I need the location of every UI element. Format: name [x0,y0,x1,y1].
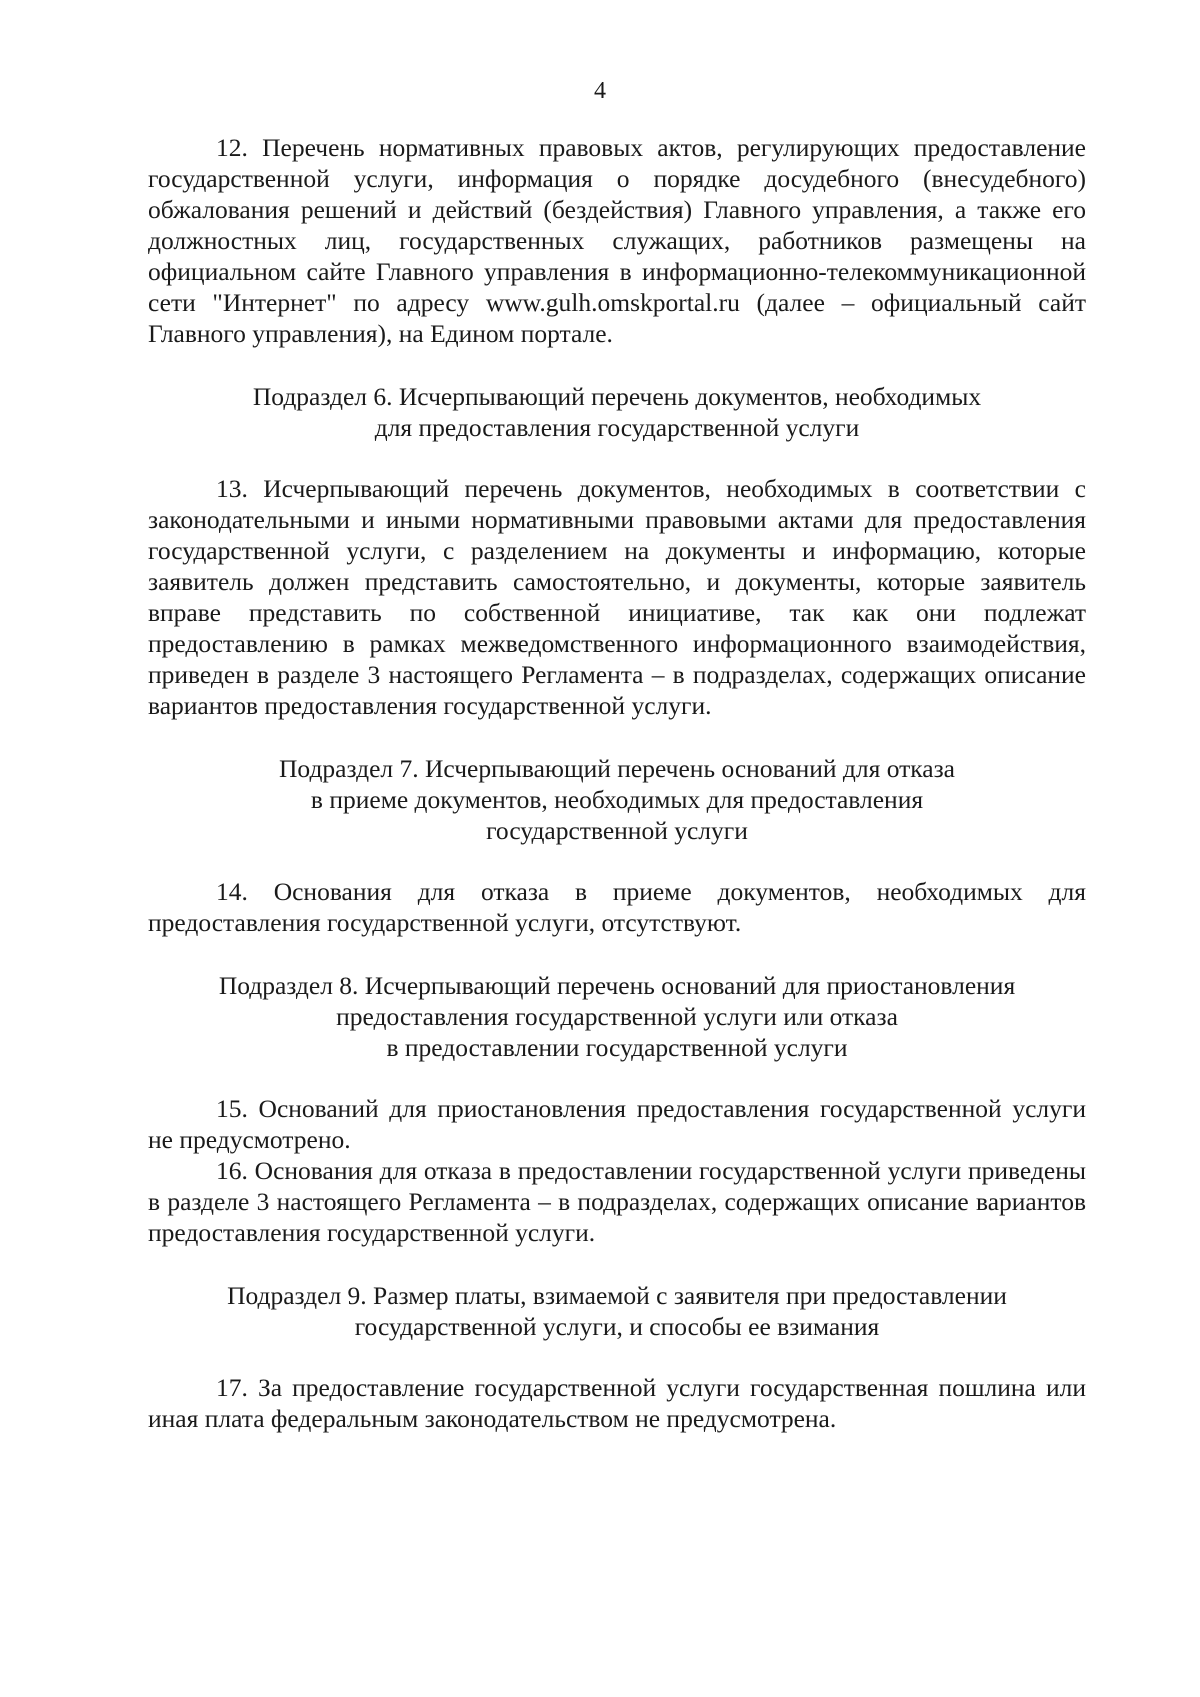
paragraph-17: 17. За предоставление государственной услуги государственная пошлина или иная плата федеральным законодательством не предусмотрена. [148,1373,1086,1433]
subsection-8-heading [148,970,1086,1063]
spacer [148,1248,1086,1280]
paragraph-12: 12. Перечень нормативных правовых актов, регулирующих предоставление государственной услуги, информация о порядке досудебного (внесудебного) обжалования решений и действий (бездействия) Главного управления, а также его должностных лиц, государственных служащих, работников размещены на официальном сайте Главного управления в информационно-телекоммуникационной сети "Интернет" по адресу www.gulh.omskportal.ru (далее – официальный сайт Главного управления), на Едином портале. [148,133,1086,348]
page-number: 4 [594,78,606,104]
spacer [148,1342,1086,1372]
heading-line: в предоставлении государственной услуги [386,1033,848,1062]
heading-line: Подраздел 6. Исчерпывающий перечень документов, необходимых [252,382,982,411]
spacer [148,349,1086,381]
heading-line: предоставления государственной услуги или отказа [336,1002,898,1031]
subsection-7-heading [148,753,1086,846]
spacer [148,721,1086,753]
heading-line: Подраздел 7. Исчерпывающий перечень оснований для отказа [279,754,955,783]
spacer [148,938,1086,970]
paragraph-15: 15. Оснований для приостановления предоставления государственной услуги не предусмотрено. [148,1094,1086,1154]
heading-line: государственной услуги [486,816,748,845]
paragraph-16: 16. Основания для отказа в предоставлении государственной услуги приведены в разделе 3 настоящего Регламента – в подразделах, содержащих описание вариантов предоставления государственной услуги. [148,1156,1086,1247]
heading-line: Подраздел 9. Размер платы, взимаемой с заявителя при предоставлении [227,1281,1007,1310]
subsection-6-heading [148,381,1086,443]
heading-line: для предоставления государственной услуги [374,413,860,442]
document-body [148,132,1086,1434]
spacer [148,1063,1086,1093]
subsection-9-heading [148,1280,1086,1342]
heading-line: государственной услуги, и способы ее взимания [354,1312,880,1341]
heading-line: Подраздел 8. Исчерпывающий перечень оснований для приостановления [218,971,1016,1000]
spacer [148,846,1086,876]
paragraph-14: 14. Основания для отказа в приеме документов, необходимых для предоставления государственной услуги, отсутствуют. [148,877,1086,937]
spacer [148,443,1086,473]
heading-line: в приеме документов, необходимых для предоставления [310,785,924,814]
paragraph-13: 13. Исчерпывающий перечень документов, необходимых в соответствии с законодательными и иными нормативными правовыми актами для предоставления государственной услуги, с разделением на документы и информацию, которые заявитель должен представить самостоятельно, и документы, которые заявитель вправе представить по собственной инициативе, так как они подлежат предоставлению в рамках межведомственного информационного взаимодействия, приведен в разделе 3 настоящего Регламента – в подразделах, содержащих описание вариантов предоставления государственной услуги. [148,474,1086,720]
